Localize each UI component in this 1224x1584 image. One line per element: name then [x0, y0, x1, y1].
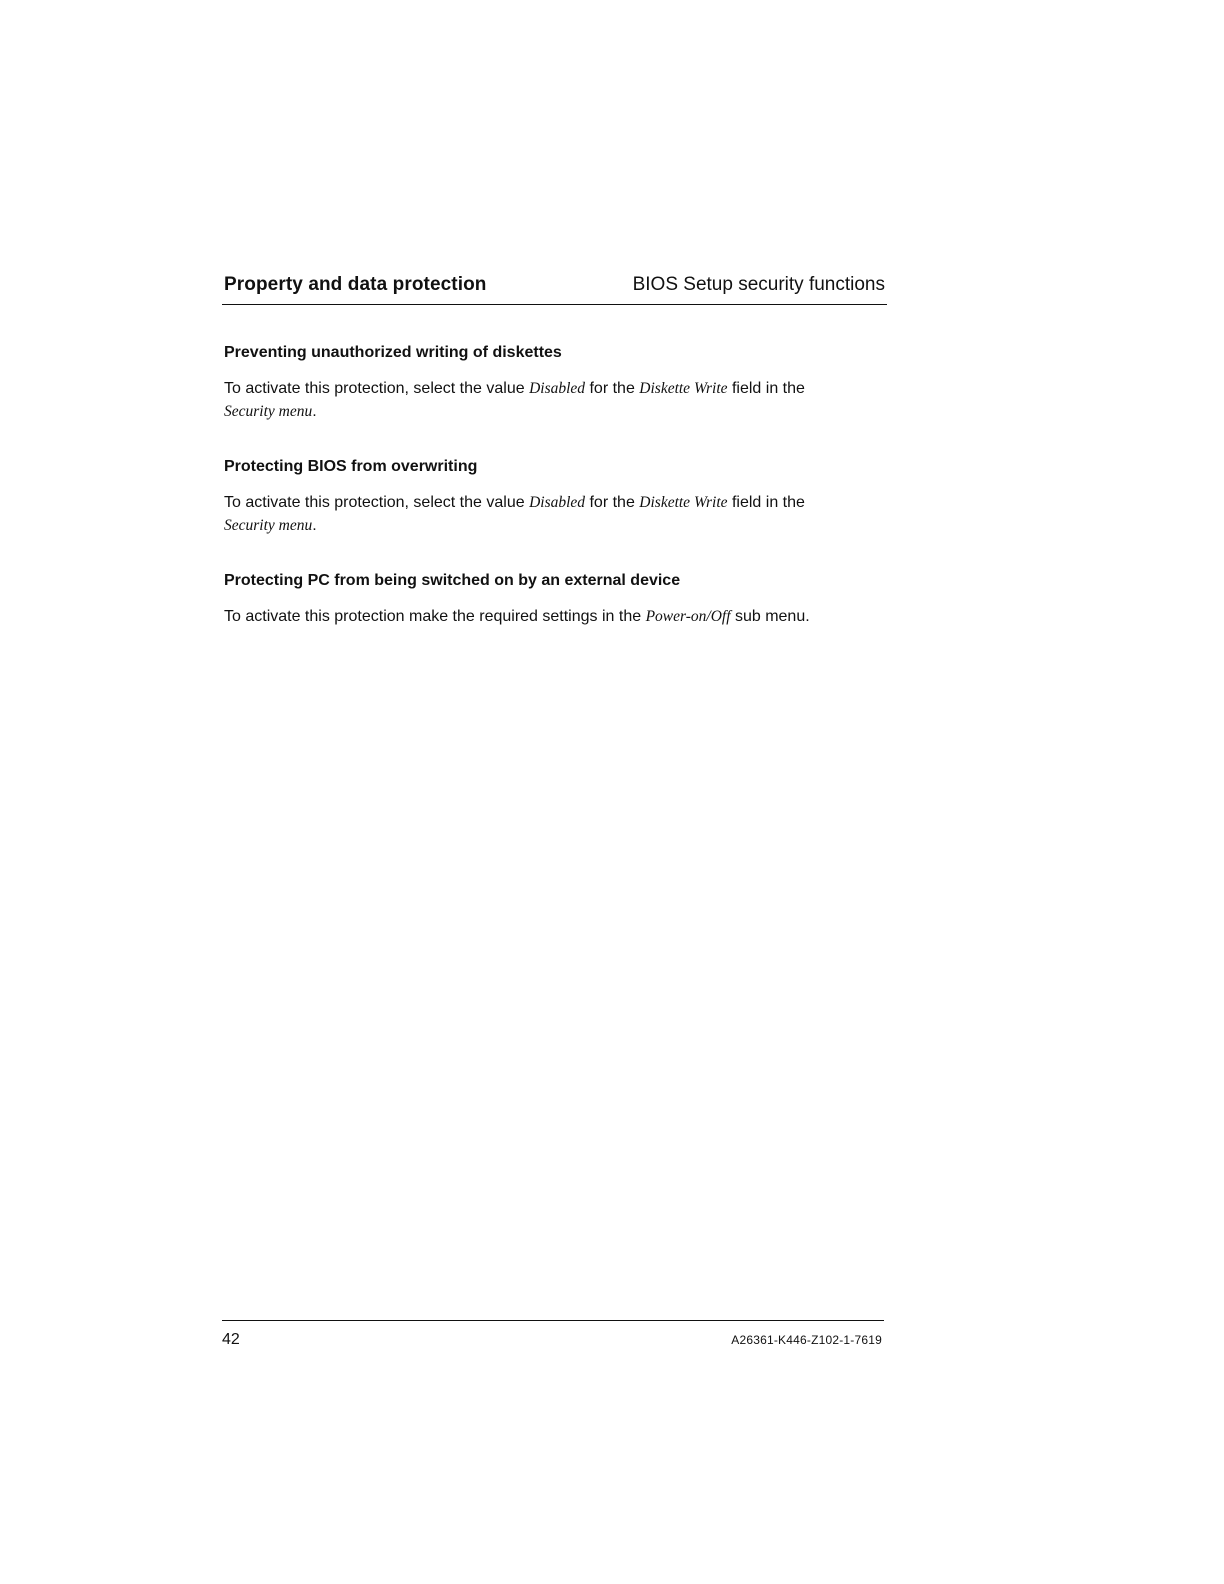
- field-name-term: Diskette Write: [639, 494, 728, 511]
- section-heading: Protecting BIOS from overwriting: [224, 458, 478, 475]
- field-value-term: Disabled: [529, 494, 586, 511]
- body-text: .: [312, 517, 317, 534]
- body-text: field in the: [727, 494, 805, 511]
- body-text: To activate this protection make the required settings in the: [224, 608, 646, 625]
- running-header: [222, 270, 887, 305]
- menu-name-term: Security menu: [224, 403, 313, 420]
- section-body: [224, 605, 874, 628]
- section-heading: Preventing unauthorized writing of diskettes: [224, 344, 562, 361]
- page-content: [224, 342, 874, 628]
- body-text: To activate this protection, select the value: [224, 380, 530, 397]
- section-title: BIOS Setup security functions: [632, 274, 885, 295]
- body-text: for the: [585, 494, 640, 511]
- document-code: A26361-K446-Z102-1-7619: [731, 1333, 882, 1347]
- submenu-name-term: Power-on/Off: [645, 608, 731, 625]
- page-footer: [222, 1320, 884, 1351]
- section-heading: Protecting PC from being switched on by an external device: [224, 572, 681, 589]
- section-bios-overwrite-protection: [224, 456, 874, 537]
- menu-name-term: Security menu: [224, 517, 313, 534]
- section-external-switch-on-protection: [224, 570, 874, 628]
- body-text: sub menu.: [730, 608, 810, 625]
- body-text: To activate this protection, select the value: [224, 494, 530, 511]
- chapter-title: Property and data protection: [224, 274, 487, 295]
- field-name-term: Diskette Write: [639, 380, 728, 397]
- section-body: [224, 491, 874, 537]
- body-text: field in the: [727, 380, 805, 397]
- section-diskette-write-protection: [224, 342, 874, 423]
- body-text: .: [312, 403, 317, 420]
- page-number: 42: [222, 1331, 240, 1348]
- section-body: [224, 377, 874, 423]
- field-value-term: Disabled: [529, 380, 586, 397]
- body-text: for the: [585, 380, 640, 397]
